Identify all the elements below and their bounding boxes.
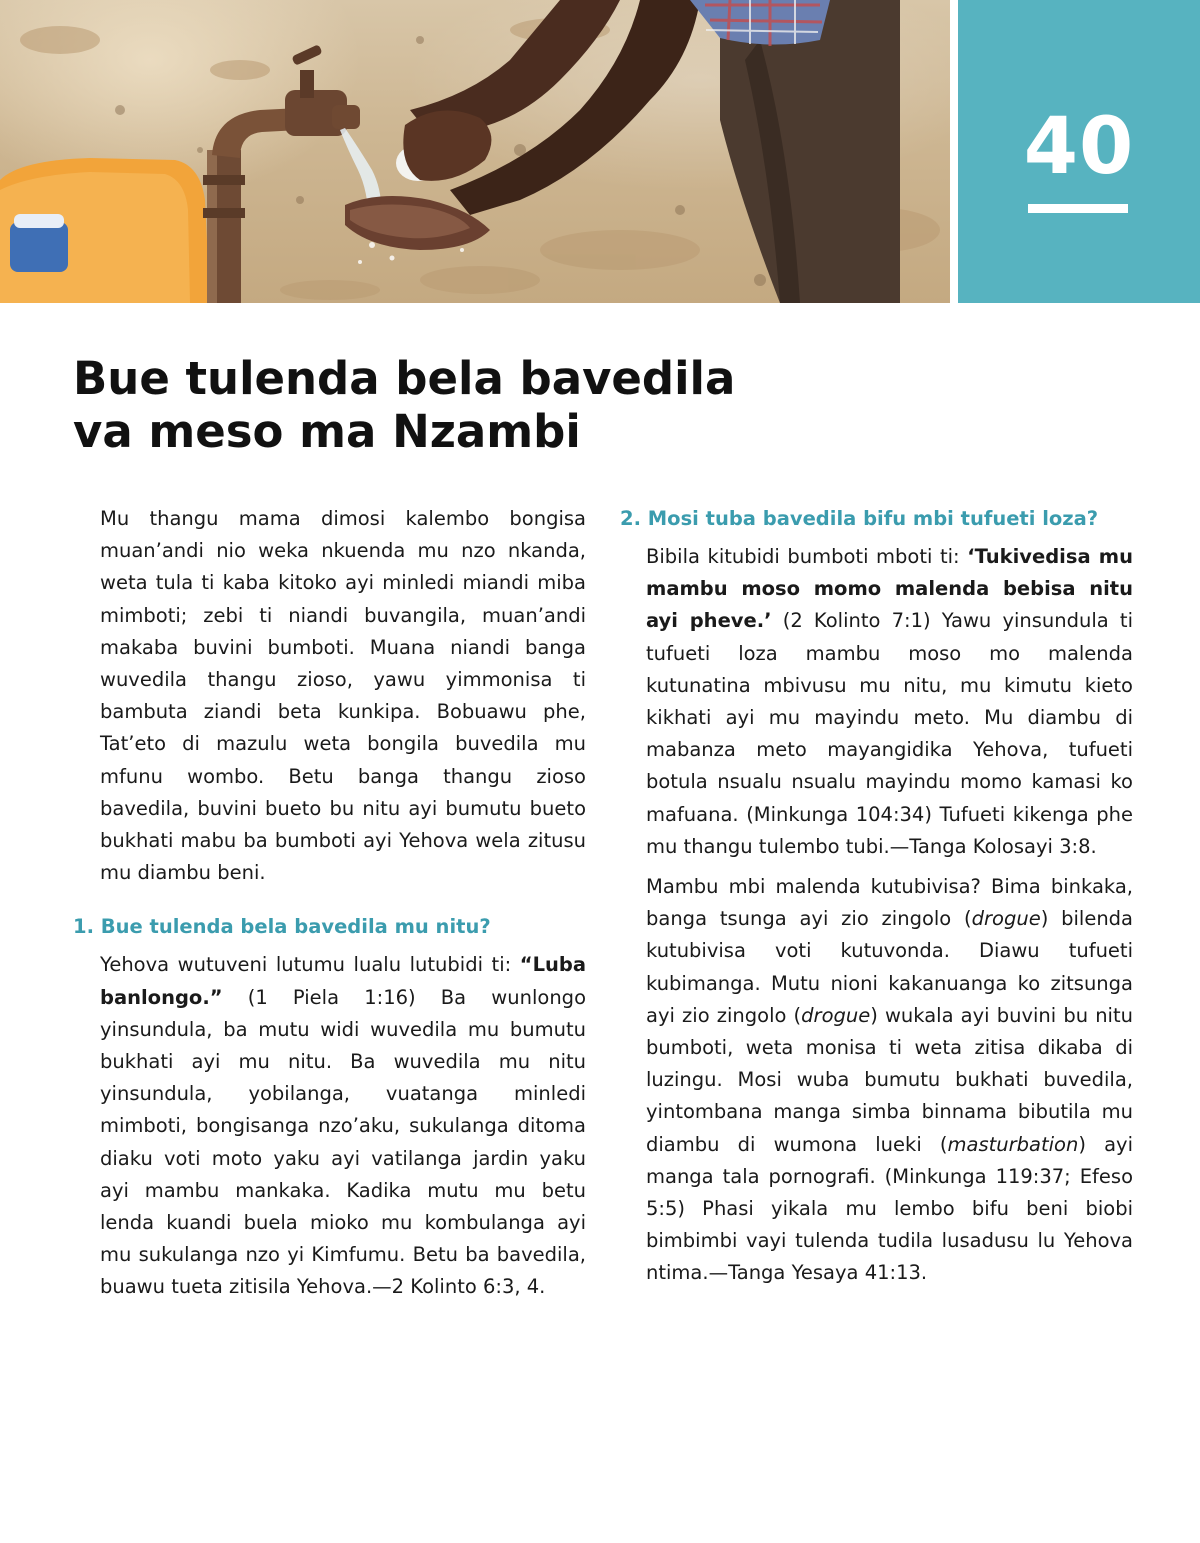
section-2-heading: 2. Mosi tuba bavedila bifu mbi tufueti loza? xyxy=(620,507,1099,530)
intro-paragraph: Mu thangu mama dimosi kalembo bongisa muan’andi nio weka nkuenda mu nzo nkanda, weta tula ti kaba kitoko ayi minledi miandi miba mimboti; zebi ti niandi buvangila, muan’andi makaba buvini bumboti. Muana niandi banga wuvedila thangu zioso, yawu yimmonisa ti bambuta ziandi beta kunkipa. Bobuawu phe, Tat’eto di mazulu weta bongila buvedila mu mfunu wombo. Betu banga thangu zioso bavedila, buvini bueto bu nitu ayi bumutu bueto bukhati mabu ba bumboti ayi Yehova wela zitusu mu diambu beni. xyxy=(100,507,586,885)
section-2-text-c: Mambu mbi malenda kutubivisa? Bima binkaka, banga tsunga ayi zio zingolo ( xyxy=(646,875,1133,931)
title-line-1: Bue tulenda bela bavedila xyxy=(73,352,736,405)
handwashing-photo-icon xyxy=(0,0,950,303)
section-2-quote: ‘Tukivedisa mu mambu moso momo malenda bebisa nitu ayi pheve.’ xyxy=(646,545,1133,633)
chapter-rule xyxy=(1028,204,1128,213)
chapter-number-box xyxy=(958,0,1200,303)
right-column xyxy=(620,503,1134,1290)
section-1-quote: “Luba banlongo.” xyxy=(100,953,586,1009)
section-2-text-d: ) bilenda kutubivisa voti kutuvonda. Diawu tufueti kubimanga. Mutu nioni kakanuanga ko zitsunga ayi zio zingolo ( xyxy=(646,907,1134,1027)
title-line-2: va meso ma Nzambi xyxy=(73,405,581,459)
header-photo xyxy=(0,0,950,303)
page-title xyxy=(73,352,873,458)
left-column xyxy=(73,503,586,1304)
section-2-text-b: (2 Kolinto 7:1) Yawu yinsundula ti tufueti loza mambu moso mo malenda kutunatina mbivusu mu nitu, mu kimutu kieto kikhati ayi mu mayindu meto. Mu diambu di mabanza meto mayangidika Yehova, tufueti botula nsualu nsualu mayindu momo kamasi ko mafuana. (Minkunga 104:34) Tufueti kikenga phe mu thangu tulembo tubi.—Tanga Kolosayi 3:8. xyxy=(646,609,1133,858)
chapter-number: 40 xyxy=(1023,102,1135,192)
section-2-term-1: drogue xyxy=(971,907,1041,931)
section-2-paragraph-2 xyxy=(646,871,1133,1290)
section-2-text-a: Bibila kitubidi bumboti mboti ti: xyxy=(646,545,968,568)
section-1-text-b: (1 Piela 1:16) Ba wunlongo yinsundula, ba mutu widi wuvedila mu bumutu bukhati ayi mu nitu. Ba wuvedila mu nitu yinsundula, yobilanga, vuatanga minledi mimboti, bongisanga nzo’aku, sukulanga ditoma diaku voti moto yaku ayi vatilanga jardin yaku ayi mambu mankaka. Kadika mutu mu betu lenda kuandi buela mioko mu kombulanga ayi mu sukulanga nzo yi Kimfumu. Betu ba bavedila, buawu tueta zitisila Yehova.—2 Kolinto 6:3, 4. xyxy=(100,985,586,1299)
section-2-paragraph-1 xyxy=(646,541,1133,863)
section-2-term-3: masturbation xyxy=(947,1132,1079,1156)
section-2-text-f: ) ayi manga tala pornografi. (Minkunga 119:37; Efeso 5:5) Phasi yikala mu lembo bifu beni biobi bimbimbi vayi tulenda tudila lusadusu lu Yehova ntima.—Tanga Yesaya 41:13. xyxy=(646,1132,1133,1285)
section-1-text-a: Yehova wutuveni lutumu lualu lutubidi ti: xyxy=(100,953,520,977)
section-1-paragraph xyxy=(100,949,586,1303)
section-2-text-e: ) wukala ayi buvini bu nitu bumboti, weta monisa ti weta zitisa dikaba di luzingu. Mosi wuba bumutu bukhati buvedila, yintombana manga simba binnama bibutila mu diambu di wumona lueki ( xyxy=(646,1003,1133,1156)
section-1-heading: 1. Bue tulenda bela bavedila mu nitu? xyxy=(73,915,491,939)
section-2-term-2: drogue xyxy=(801,1003,871,1027)
